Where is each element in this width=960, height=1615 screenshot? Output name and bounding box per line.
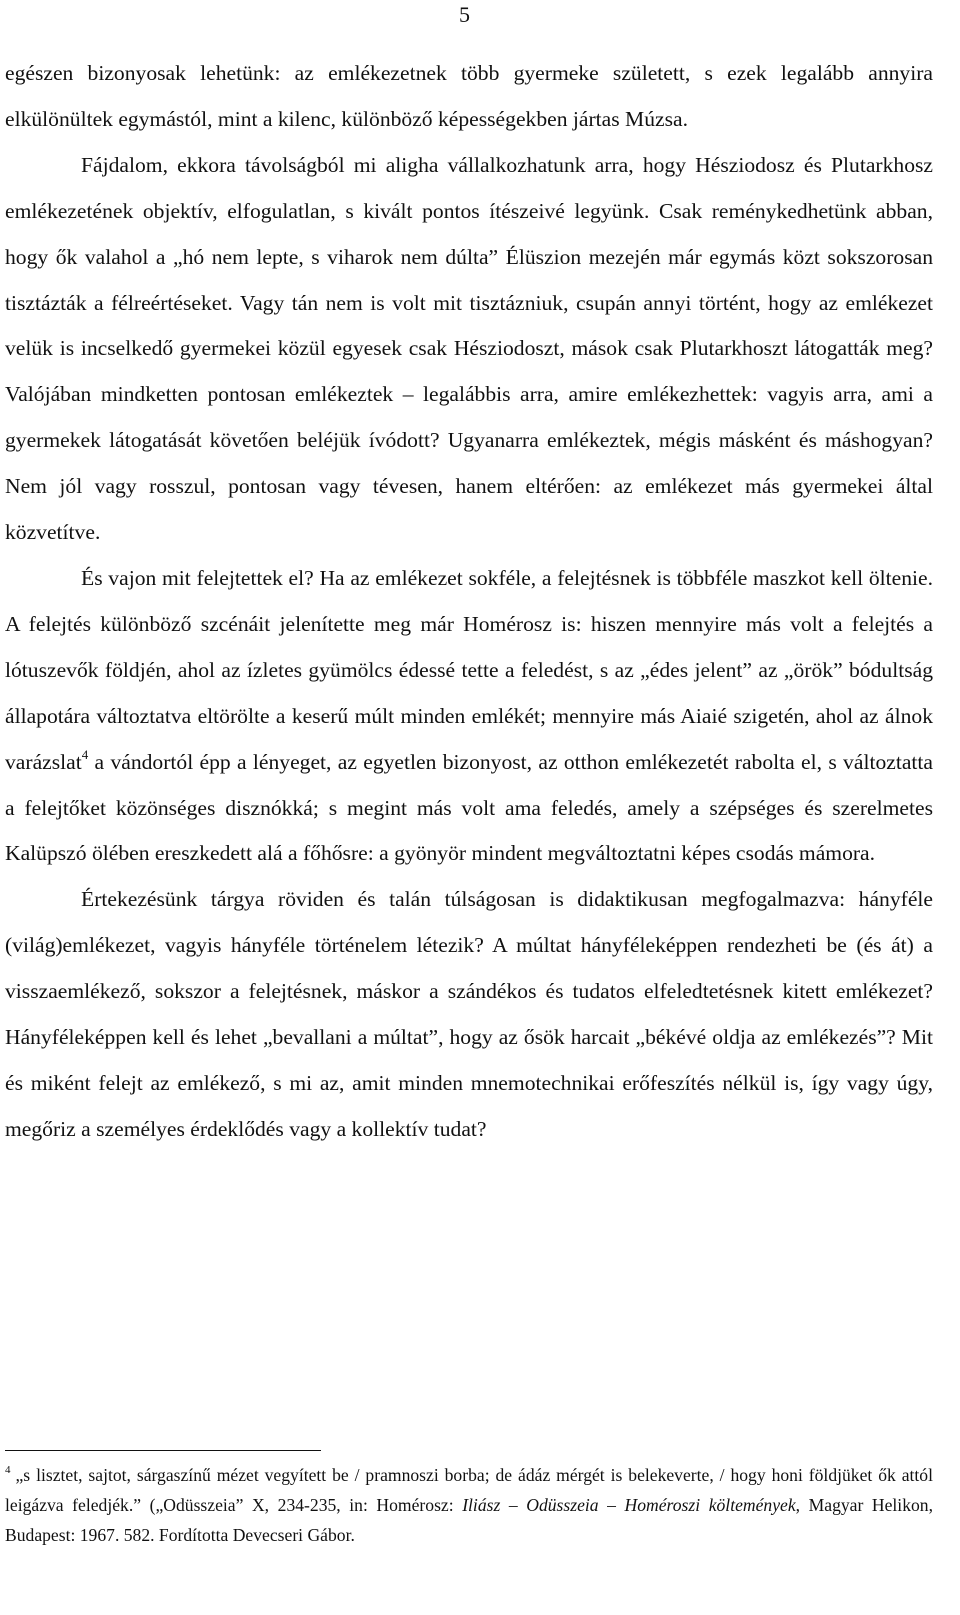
body-text (5, 51, 933, 1153)
paragraph-text: Értekezésünk tárgya röviden és talán túlságosan is didaktikusan megfogalmazva: hányféle (világ)emlékezet, vagyis hányféle történelem létezik? A múltat hányféleképpen rendezheti be (és át) a visszaemlékező, sokszor a felejtésnek, máskor a szándékos és tudatos elfeledtetésnek kitett emlékezet? Hányféleképpen kell és lehet „bevallani a múltat”, hogy az ősök harcait „békévé oldja az emlékezés”? Mit és miként felejt az emlékező, s mi az, amit minden mnemotechnikai erőfeszítés nélkül is, így vagy úgy, megőriz a személyes érdeklődés vagy a kollektív tudat? (5, 887, 933, 1141)
paragraph (5, 143, 933, 556)
paragraph (5, 877, 933, 1152)
footnote-book-title: Iliász – Odüsszeia – Homéroszi költemények (462, 1495, 796, 1516)
paragraph-text: És vajon mit felejtettek el? Ha az emlékezet sokféle, a felejtésnek is többféle maszkot kell öltenie. A felejtés különböző szcénáit jelenítette meg már Homérosz is: hiszen mennyire más volt a felejtés a lótuszevők földjén, ahol az ízletes gyümölcs édessé tette a feledést, s az „édes jelent” az „örök” bódultság állapotára változtatva eltörölte a keserű múlt minden emlékét; mennyire más Aiaié szigetén, ahol az álnok varázslat (5, 565, 933, 774)
footnote-text: , Magyar Helikon, Budapest: 1967. 582. Fordította Devecseri Gábor. (5, 1495, 933, 1546)
paragraph-text: Fájdalom, ekkora távolságból mi aligha vállalkozhatunk arra, hogy Hésziodosz és Plutarkhosz emlékezetének objektív, elfogulatlan, s kivált pontos ítészeivé legyünk. Csak reménykedhetünk abban, hogy ők valahol a „hó nem lepte, s viharok nem dúlta” Élüszion mezején már egymás közt sokszorosan tisztázták a félreértéseket. Vagy tán nem is volt mit tisztázniuk, csupán annyi történt, hogy az emlékezet velük is incselkedő gyermekei közül egyesek csak Hésziodoszt, mások csak Plutarkhoszt látogatták meg? Valójában mindketten pontosan emlékeztek – legalábbis arra, amire emlékezhettek: vagyis arra, ami a gyermekek látogatását követően beléjük ívódott? Ugyanarra emlékeztek, mégis másként és máshogyan? Nem jól vagy rosszul, pontosan vagy tévesen, hanem eltérően: az emlékezet más gyermekei által közvetítve. (5, 152, 933, 545)
paragraph (5, 556, 933, 877)
footnote-separator (5, 1450, 321, 1451)
paragraph (5, 51, 933, 143)
paragraph-text: egészen bizonyosak lehetünk: az emlékezetnek több gyermeke született, s ezek legalább annyira elkülönültek egymástól, mint a kilenc, különböző képességekben jártas Múzsa. (5, 61, 933, 131)
paragraph-text: a vándortól épp a lényeget, az egyetlen bizonyost, az otthon emlékezetét rabolta el, s változtatta a felejtőket közönséges disznókká; s megint más volt ama feledés, amely a szépséges és szerelmetes Kalüpszó ölében ereszkedett alá a főhősre: a gyönyör mindent megváltoztatni képes csodás mámora. (5, 749, 933, 866)
page-number: 5 (459, 2, 470, 27)
footnote-marker: 4 (5, 1464, 11, 1476)
footnote-reference: 4 (81, 746, 89, 762)
footnote (5, 1460, 933, 1551)
footnote-text: „s lisztet, sajtot, sárgaszínű mézet vegyített be / pramnoszi borba; de ádáz mérgét is belekeverte, / hogy honi földjüket ők attól leigázva feledjék.” („Odüsszeia” X, 234-235, in: Homérosz: (5, 1465, 933, 1516)
